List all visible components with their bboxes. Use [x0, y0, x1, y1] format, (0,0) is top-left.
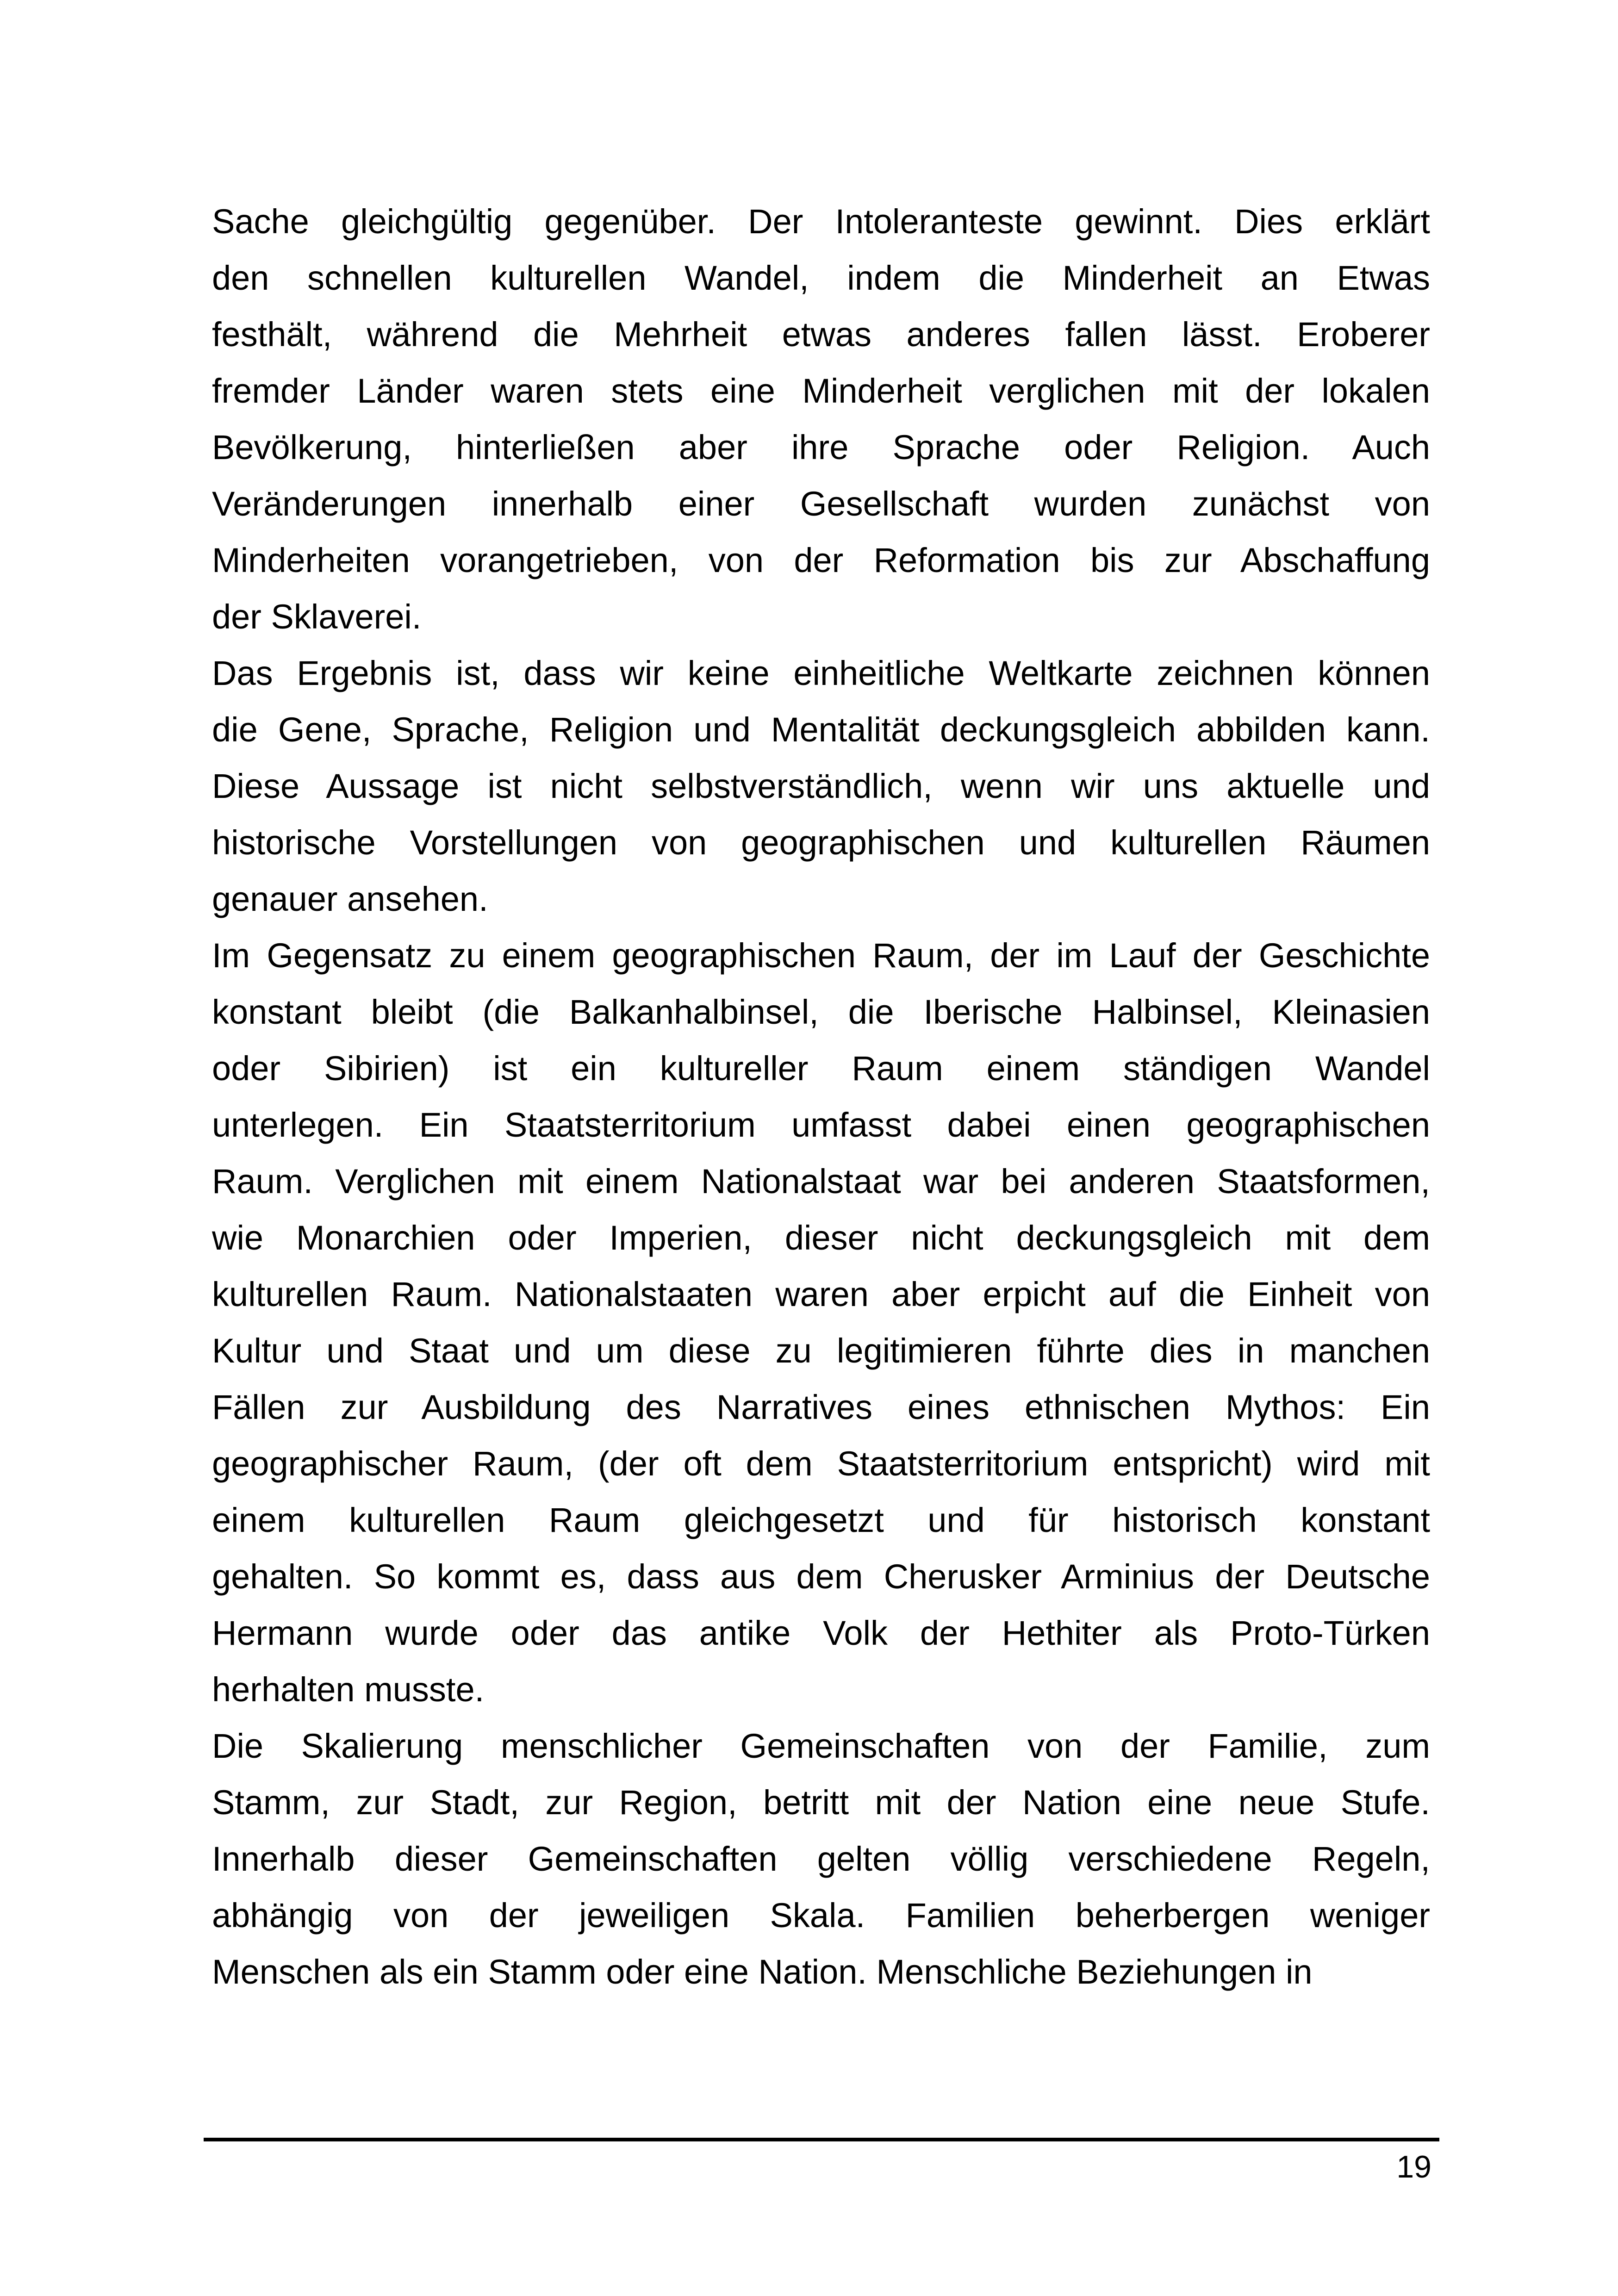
text-line: unterlegen. Ein Staatsterritorium umfasst dabei einen geographischen	[212, 1106, 1430, 1144]
text-line: herhalten musste.	[212, 1670, 485, 1709]
text-line: Innerhalb dieser Gemeinschaften gelten völlig verschiedene Regeln,	[212, 1840, 1430, 1878]
text-line: einem kulturellen Raum gleichgesetzt und für historisch konstant	[212, 1501, 1430, 1539]
text-line: genauer ansehen.	[212, 880, 488, 918]
text-line: oder Sibirien) ist ein kultureller Raum einem ständigen Wandel	[212, 1049, 1430, 1088]
text-line: Im Gegensatz zu einem geographischen Raum, der im Lauf der Geschichte	[212, 936, 1430, 975]
text-line: Das Ergebnis ist, dass wir keine einheitliche Weltkarte zeichnen können	[212, 654, 1430, 692]
text-line: den schnellen kulturellen Wandel, indem die Minderheit an Etwas	[212, 259, 1430, 297]
text-line: Raum. Verglichen mit einem Nationalstaat war bei anderen Staatsformen,	[212, 1162, 1430, 1201]
footer-rule	[204, 2138, 1439, 2141]
text-line: Hermann wurde oder das antike Volk der Hethiter als Proto-Türken	[212, 1614, 1430, 1652]
text-line: die Gene, Sprache, Religion und Mentalität deckungsgleich abbilden kann.	[212, 710, 1430, 749]
text-line: Diese Aussage ist nicht selbstverständlich, wenn wir uns aktuelle und	[212, 767, 1430, 805]
text-line: Minderheiten vorangetrieben, von der Reformation bis zur Abschaffung	[212, 541, 1430, 579]
text-line: geographischer Raum, (der oft dem Staatsterritorium entspricht) wird mit	[212, 1444, 1430, 1483]
page-number: 19	[1396, 2149, 1431, 2184]
text-line: wie Monarchien oder Imperien, dieser nicht deckungsgleich mit dem	[212, 1219, 1430, 1257]
text-line: Stamm, zur Stadt, zur Region, betritt mit der Nation eine neue Stufe.	[212, 1783, 1430, 1822]
text-line: Bevölkerung, hinterließen aber ihre Sprache oder Religion. Auch	[212, 428, 1430, 467]
body-text	[212, 193, 1430, 2000]
text-line: historische Vorstellungen von geographischen und kulturellen Räumen	[212, 823, 1430, 862]
text-line: konstant bleibt (die Balkanhalbinsel, die Iberische Halbinsel, Kleinasien	[212, 993, 1430, 1031]
text-line: Die Skalierung menschlicher Gemeinschaften von der Familie, zum	[212, 1727, 1430, 1765]
text-line: Kultur und Staat und um diese zu legitimieren führte dies in manchen	[212, 1332, 1430, 1370]
text-line: fremder Länder waren stets eine Minderheit verglichen mit der lokalen	[212, 372, 1430, 410]
text-line: Sache gleichgültig gegenüber. Der Intoleranteste gewinnt. Dies erklärt	[212, 202, 1430, 241]
text-line: gehalten. So kommt es, dass aus dem Cherusker Arminius der Deutsche	[212, 1557, 1430, 1596]
text-line: abhängig von der jeweiligen Skala. Familien beherbergen weniger	[212, 1896, 1430, 1935]
text-line: kulturellen Raum. Nationalstaaten waren aber erpicht auf die Einheit von	[212, 1275, 1430, 1313]
text-line: festhält, während die Mehrheit etwas anderes fallen lässt. Eroberer	[212, 315, 1430, 354]
text-line: Menschen als ein Stamm oder eine Nation. Menschliche Beziehungen in	[212, 1953, 1313, 1991]
text-line: der Sklaverei.	[212, 597, 422, 636]
text-line: Veränderungen innerhalb einer Gesellschaft wurden zunächst von	[212, 485, 1430, 523]
text-line: Fällen zur Ausbildung des Narratives eines ethnischen Mythos: Ein	[212, 1388, 1430, 1426]
